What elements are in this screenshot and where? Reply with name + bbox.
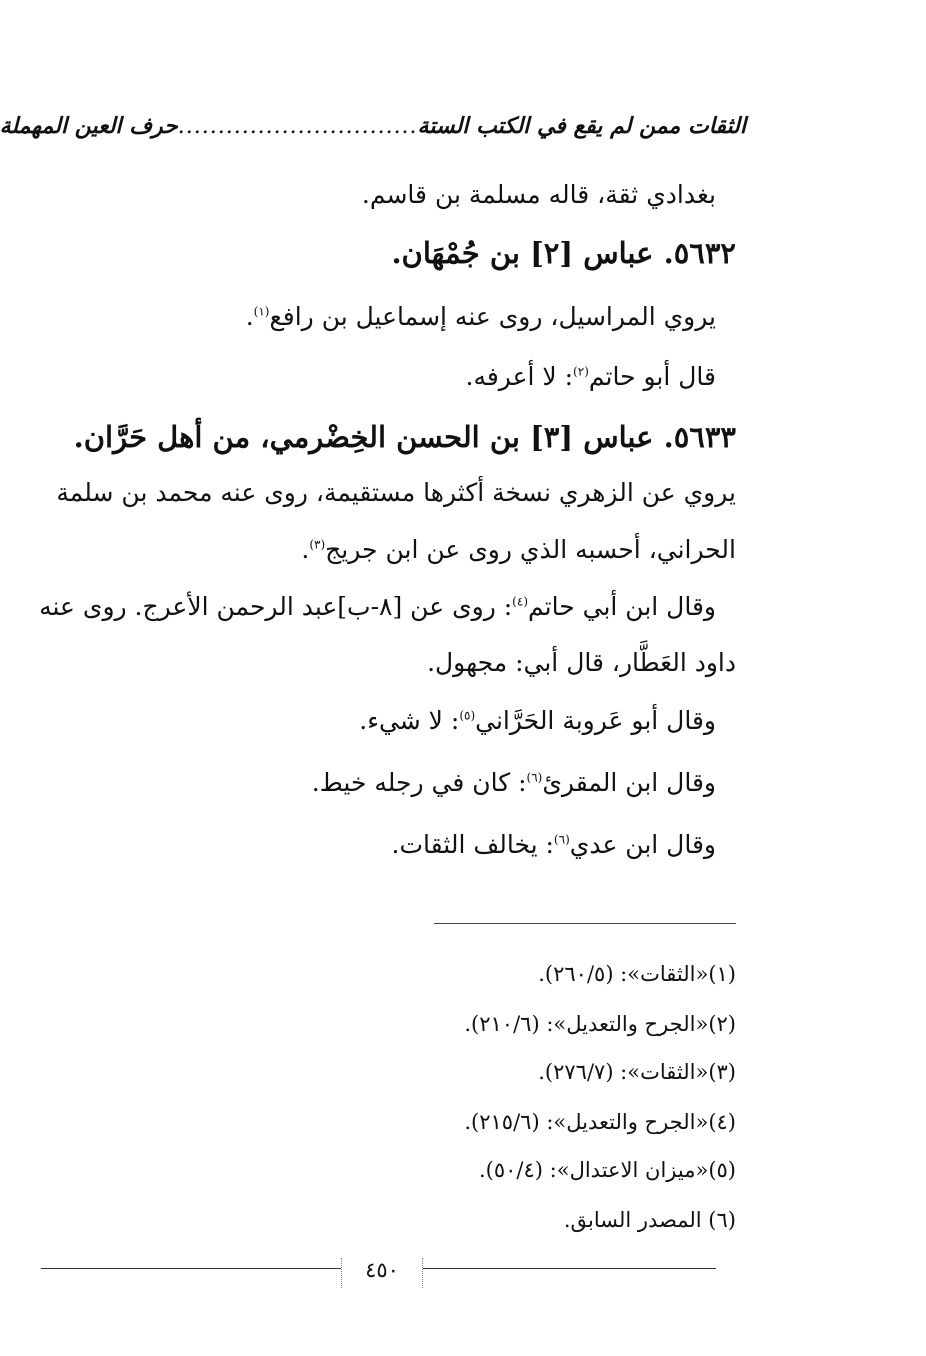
- footnote-3: (٣)«الثقات»: (٢٧٦/٧).: [538, 1060, 736, 1084]
- running-header: [0, 108, 746, 144]
- body-line-3-end: : لا أعرفه.: [465, 362, 574, 391]
- entry-title-5633: ٥٦٣٣. عباس [٣] بن الحسن الخِضْرمي، من أهل حَرَّان.: [73, 420, 736, 454]
- footnote-ref-5[interactable]: (٥): [459, 708, 476, 723]
- footnote-4: (٤)«الجرح والتعديل»: (٢١٥/٦).: [464, 1110, 736, 1134]
- footnote-separator: [434, 923, 736, 924]
- footnote-1: (١)«الثقات»: (٢٦٠/٥).: [538, 962, 736, 986]
- header-book-section: الثقات ممن لم يقع في الكتب الستة: [417, 113, 746, 139]
- body-line-9: [312, 768, 716, 797]
- footnote-ref-6b[interactable]: (٦): [553, 832, 570, 847]
- body-line-2-text: يروي المراسيل، روى عنه إسماعيل بن رافع: [269, 302, 716, 331]
- body-line-5-end: .: [301, 535, 310, 564]
- footnote-ref-6a[interactable]: (٦): [526, 770, 543, 785]
- body-line-2: [246, 302, 716, 331]
- footnote-ref-3[interactable]: (٣): [309, 537, 326, 552]
- page-number: ٤٥٠: [341, 1258, 423, 1288]
- footnote-6: (٦) المصدر السابق.: [563, 1208, 736, 1232]
- body-line-8-end: : لا شيء.: [359, 706, 460, 735]
- body-line-2-end: .: [245, 302, 254, 331]
- footnote-5: (٥)«ميزان الاعتدال»: (٥٠/٤).: [478, 1158, 736, 1182]
- body-line-1: بغدادي ثقة، قاله مسلمة بن قاسم.: [361, 180, 716, 209]
- body-line-9-end: : كان في رجله خيط.: [311, 768, 527, 797]
- body-line-9-text: وقال ابن المقرئ: [542, 768, 716, 797]
- footnote-2: (٢)«الجرح والتعديل»: (٢١٠/٦).: [464, 1012, 736, 1036]
- header-dots: ..............................: [177, 113, 418, 139]
- body-line-3-text: قال أبو حاتم: [588, 362, 716, 391]
- header-chapter: حرف العين المهملة: [0, 113, 178, 139]
- body-line-6: [39, 592, 716, 621]
- footnote-ref-1[interactable]: (١): [253, 304, 270, 319]
- body-line-4: يروي عن الزهري نسخة أكثرها مستقيمة، روى عنه محمد بن سلمة: [56, 478, 736, 507]
- body-line-8: [359, 706, 716, 735]
- body-line-5-text: الحراني، أحسبه الذي روى عن ابن جريج: [325, 535, 736, 564]
- body-line-6-end: : روى عن [٨-ب]عبد الرحمن الأعرج. روى عنه: [39, 592, 513, 621]
- body-line-3: [466, 362, 717, 391]
- body-line-7: داود العَطَّار، قال أبي: مجهول.: [427, 648, 736, 677]
- body-line-8-text: وقال أبو عَروبة الحَرَّاني: [475, 706, 716, 735]
- body-line-10-text: وقال ابن عدي: [569, 830, 716, 859]
- body-line-5: [301, 535, 736, 564]
- entry-title-5632: ٥٦٣٢. عباس [٢] بن جُمْهَان.: [391, 236, 736, 270]
- footnote-ref-4[interactable]: (٤): [512, 594, 528, 609]
- footnote-ref-2[interactable]: (٢): [573, 364, 589, 379]
- body-line-10-end: : يخالف الثقات.: [391, 830, 554, 859]
- body-line-6-text: وقال ابن أبي حاتم: [528, 592, 716, 621]
- body-line-10: [392, 830, 716, 859]
